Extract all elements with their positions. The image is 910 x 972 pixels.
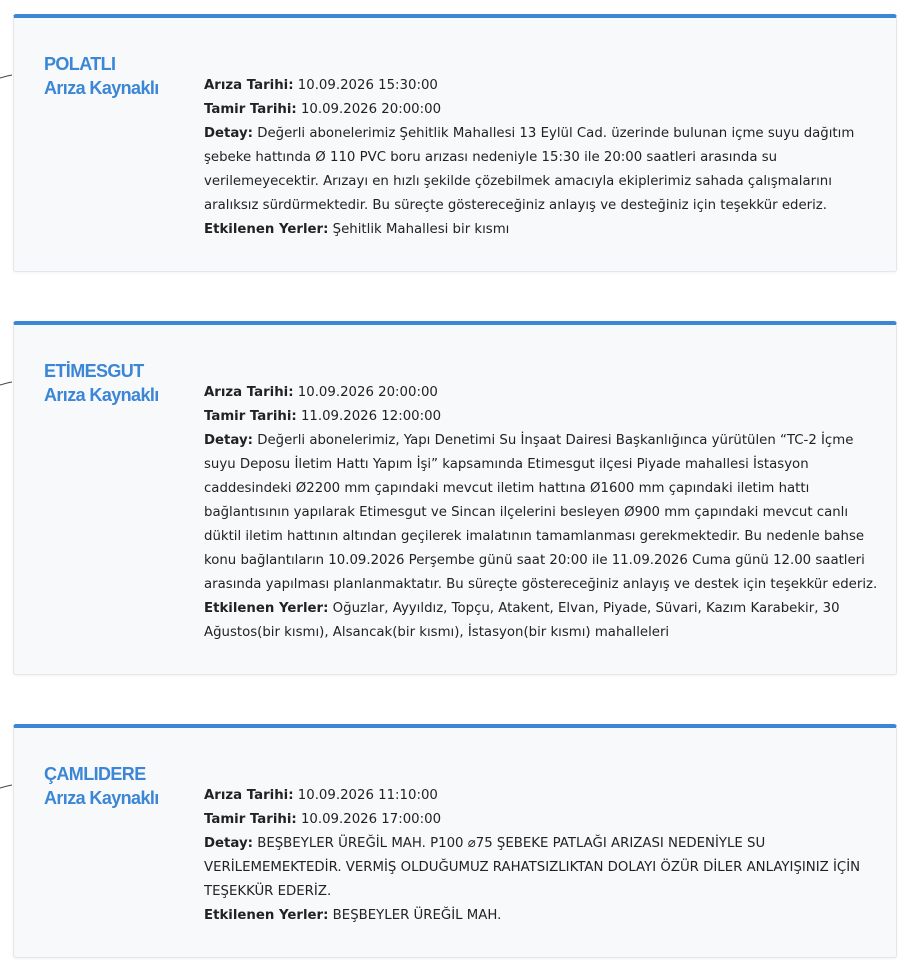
affected-label: Etkilenen Yerler: — [204, 601, 329, 616]
affected-label: Etkilenen Yerler: — [204, 908, 329, 923]
repair-date-row — [204, 808, 878, 832]
outage-title — [44, 359, 204, 407]
detail-row — [204, 122, 878, 218]
district-name: ÇAMLIDERE — [44, 764, 146, 784]
outage-title — [44, 52, 204, 100]
detail-text: BEŞBEYLER ÜREĞİL MAH. P100 ⌀75 ŞEBEKE PATLAĞI ARIZASI NEDENİYLE SU VERİLEMEMEKTEDİR. VERMİŞ OLDUĞUMUZ RAHATSIZLIKTAN DOLAYI ÖZÜR DİLER ANLAYIŞINIZ İÇİN TEŞEKKÜR EDERİZ. — [204, 836, 861, 899]
affected-label: Etkilenen Yerler: — [204, 222, 329, 237]
outage-card — [13, 724, 897, 958]
connector-line-icon — [0, 70, 14, 84]
fault-date-label: Arıza Tarihi: — [204, 788, 294, 803]
repair-date-label: Tamir Tarihi: — [204, 409, 297, 424]
outage-cause: Arıza Kaynaklı — [44, 78, 159, 98]
repair-date-label: Tamir Tarihi: — [204, 812, 297, 827]
outage-details — [204, 784, 878, 928]
detail-label: Detay: — [204, 836, 253, 851]
repair-date-row — [204, 405, 878, 429]
detail-row — [204, 429, 878, 597]
repair-date-value: 10.09.2026 17:00:00 — [300, 812, 442, 827]
fault-date-value: 10.09.2026 20:00:00 — [297, 385, 438, 400]
detail-label: Detay: — [204, 433, 253, 448]
repair-date-value: 11.09.2026 12:00:00 — [300, 409, 442, 424]
fault-date-row — [204, 381, 878, 405]
outage-card — [13, 14, 897, 272]
outage-details — [204, 74, 878, 242]
affected-row — [204, 904, 878, 928]
district-name: ETİMESGUT — [44, 361, 144, 381]
district-name: POLATLI — [44, 54, 116, 74]
repair-date-label: Tamir Tarihi: — [204, 102, 297, 117]
outage-card — [13, 321, 897, 675]
affected-row — [204, 597, 878, 645]
affected-text: Oğuzlar, Ayyıldız, Topçu, Atakent, Elvan, Piyade, Süvari, Kazım Karabekir, 30 Ağustos(bir kısmı), Alsancak(bir kısmı), İstasyon(bir kısmı) mahalleleri — [204, 601, 840, 640]
fault-date-row — [204, 784, 878, 808]
detail-label: Detay: — [204, 126, 253, 141]
detail-text: Değerli abonelerimiz, Yapı Denetimi Su İnşaat Dairesi Başkanlığınca yürütülen “TC-2 İçme suyu Deposu İletim Hattı Yapım İşi” kapsamında Etimesgut ilçesi Piyade mahallesi İstasyon caddesindeki Ø2200 mm çapındaki mevcut iletim hattına Ø1600 mm çapındaki iletim hattı bağlantısının yapılarak Etimesgut ve Sincan ilçelerini besleyen Ø900 mm çapındaki mevcut canlı düktil iletim hattının altından geçilerek imalatının tamamlanması gerekmektedir. Bu nedenle bahse konu bağlantıların 10.09.2026 Perşembe günü saat 20:00 ile 11.09.2026 Cuma günü 12.00 saatleri arasında yapılması planlanmaktatır. Bu süreçte göstereceğiniz anlayış ve destek için teşekkür ederiz. — [204, 433, 878, 592]
fault-date-label: Arıza Tarihi: — [204, 78, 294, 93]
outage-cause: Arıza Kaynaklı — [44, 385, 159, 405]
fault-date-row — [204, 74, 878, 98]
fault-date-value: 10.09.2026 15:30:00 — [297, 78, 438, 93]
detail-text: Değerli abonelerimiz Şehitlik Mahallesi 13 Eylül Cad. üzerinde bulunan içme suyu dağıtım şebeke hattında Ø 110 PVC boru arızası nedeniyle 15:30 ile 20:00 saatleri arasında su verilemeyecektir. Arızayı en hızlı şekilde çözebilmek amacıyla ekiplerimiz sahada çalışmalarını aralıksız sürdürmektedir. Bu süreçte göstereceğiniz anlayış ve desteğiniz için teşekkür ederiz. — [204, 126, 855, 213]
affected-text: Şehitlik Mahallesi bir kısmı — [332, 222, 510, 237]
fault-date-value: 10.09.2026 11:10:00 — [297, 788, 438, 803]
connector-line-icon — [0, 780, 14, 794]
repair-date-row — [204, 98, 878, 122]
affected-text: BEŞBEYLER ÜREĞİL MAH. — [332, 908, 502, 923]
fault-date-label: Arıza Tarihi: — [204, 385, 294, 400]
outage-title — [44, 762, 204, 810]
repair-date-value: 10.09.2026 20:00:00 — [300, 102, 442, 117]
connector-line-icon — [0, 377, 14, 391]
affected-row — [204, 218, 878, 242]
detail-row — [204, 832, 878, 904]
outage-details — [204, 381, 878, 645]
outage-cause: Arıza Kaynaklı — [44, 788, 159, 808]
